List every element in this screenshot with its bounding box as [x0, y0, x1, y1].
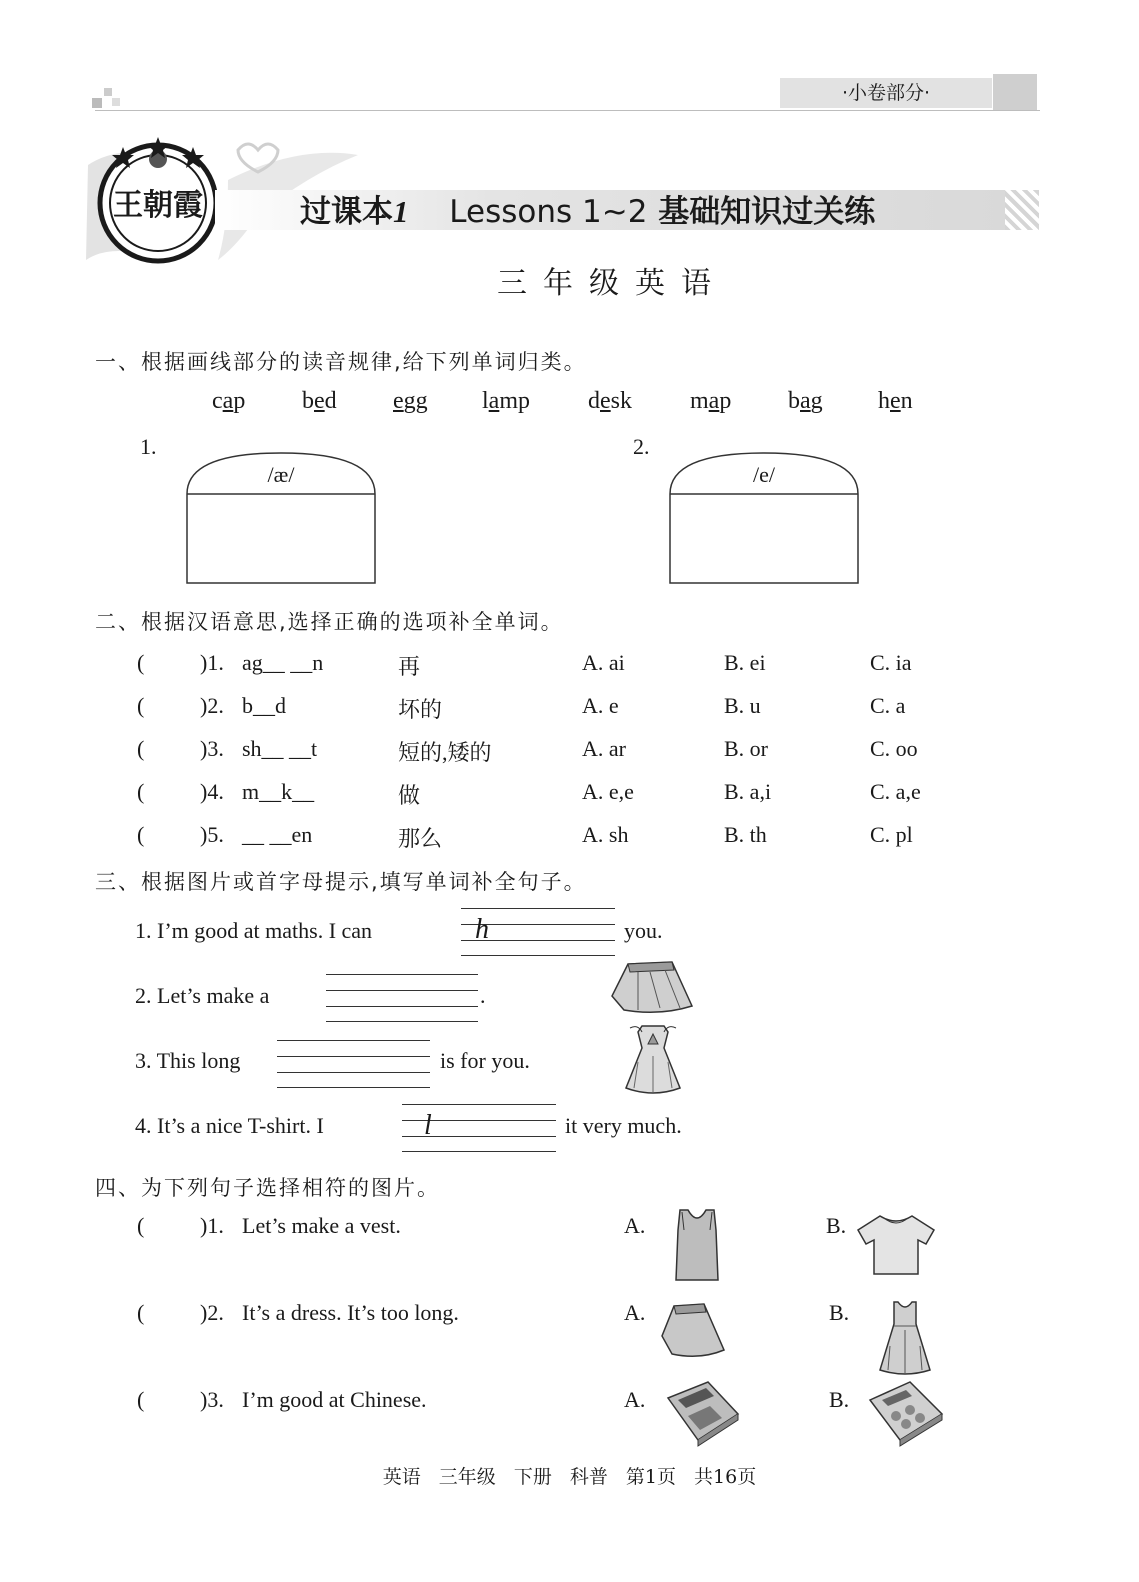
chinese-meaning: 那么: [398, 826, 443, 851]
option-a[interactable]: A. ar: [582, 736, 626, 761]
word-blank: sh__ __t: [242, 736, 318, 761]
word-item: map: [690, 388, 732, 414]
option-c[interactable]: C. oo: [870, 736, 918, 761]
title-lesson: Lessons 1~2: [449, 194, 648, 230]
option-b[interactable]: B. u: [724, 693, 761, 718]
option-a[interactable]: A.: [624, 1387, 646, 1412]
sentence-end: it very much.: [565, 1113, 682, 1138]
vest-picture: [672, 1206, 722, 1284]
word-item: egg: [393, 388, 428, 414]
page-subtitle: 三年级英语: [497, 266, 727, 301]
word-blank: b__d: [242, 693, 286, 718]
sentence-start: 4. It’s a nice T-shirt. I: [135, 1113, 324, 1138]
word-blank: ag__ __n: [242, 650, 324, 675]
option-b[interactable]: B. th: [724, 822, 767, 847]
writing-lines[interactable]: [461, 908, 615, 956]
chinese-meaning: 再: [398, 654, 421, 679]
option-b[interactable]: B. a,i: [724, 779, 772, 804]
title-prefix: 过课本: [300, 194, 393, 230]
corner-decoration: [92, 88, 122, 110]
page-footer: 英语 三年级 下册 科普 第1页 共16页: [382, 1466, 757, 1488]
sentence-start: 2. Let’s make a: [135, 983, 270, 1008]
hint-letter: l: [424, 1110, 432, 1141]
sound-box[interactable]: [669, 452, 859, 584]
picture-question: It’s a dress. It’s too long.: [242, 1300, 459, 1325]
part3-heading: 三、根据图片或首字母提示,填写单词补全句子。: [95, 870, 587, 894]
option-a[interactable]: A. e: [582, 693, 619, 718]
long-dress-picture: [876, 1298, 934, 1378]
logo-text: 王朝霞: [113, 188, 203, 223]
writing-lines[interactable]: [402, 1104, 556, 1152]
sentence-end: .: [480, 983, 486, 1008]
title-suffix: 基础知识过关练: [658, 194, 876, 230]
hint-letter: h: [475, 914, 489, 945]
word-item: bag: [788, 388, 823, 414]
tshirt-picture: [856, 1212, 936, 1278]
option-a[interactable]: A.: [624, 1300, 646, 1325]
word-item: cap: [212, 388, 246, 414]
sentence-end: is for you.: [440, 1048, 530, 1073]
group-number: 1.: [140, 434, 157, 459]
part1-heading: 一、根据画线部分的读音规律,给下列单词归类。: [95, 350, 587, 374]
english-book-picture: [866, 1378, 946, 1448]
option-a[interactable]: A. ai: [582, 650, 625, 675]
option-b[interactable]: B. ei: [724, 650, 766, 675]
group-number: 2.: [633, 434, 650, 459]
title-number: 1: [393, 194, 409, 229]
option-c[interactable]: C. ia: [870, 650, 912, 675]
option-a[interactable]: A.: [624, 1213, 646, 1238]
option-b[interactable]: B. or: [724, 736, 768, 761]
word-item: lamp: [482, 388, 530, 414]
option-a[interactable]: A. e,e: [582, 779, 634, 804]
writing-lines[interactable]: [326, 974, 478, 1022]
header-rule: [95, 110, 1040, 111]
part4-heading: 四、为下列句子选择相符的图片。: [95, 1176, 440, 1200]
option-c[interactable]: C. a,e: [870, 779, 921, 804]
sentence-start: 3. This long: [135, 1048, 241, 1073]
picture-question: Let’s make a vest.: [242, 1213, 401, 1238]
chinese-meaning: 短的,矮的: [398, 740, 492, 765]
option-c[interactable]: C. a: [870, 693, 906, 718]
chinese-book-picture: [664, 1378, 742, 1448]
sound-label: /e/: [753, 462, 775, 487]
part2-heading: 二、根据汉语意思,选择正确的选项补全单词。: [95, 610, 564, 634]
option-a[interactable]: A. sh: [582, 822, 629, 847]
skirt-picture: [610, 960, 696, 1016]
sound-label: /æ/: [267, 462, 295, 487]
dress-picture: [618, 1022, 688, 1098]
word-blank: m__k__: [242, 779, 315, 804]
option-b[interactable]: B.: [826, 1213, 847, 1238]
section-label: ·小卷部分·: [780, 78, 992, 108]
header-block: [993, 74, 1037, 110]
word-item: hen: [878, 388, 913, 414]
option-b[interactable]: B.: [829, 1300, 850, 1325]
sentence-start: 1. I’m good at maths. I can: [135, 918, 373, 943]
sound-box[interactable]: [186, 452, 376, 584]
chinese-meaning: 坏的: [398, 697, 443, 722]
writing-lines[interactable]: [277, 1040, 430, 1088]
word-item: desk: [588, 388, 632, 414]
page-title: [300, 190, 875, 234]
chinese-meaning: 做: [398, 783, 421, 808]
title-dots: [1005, 190, 1039, 230]
option-c[interactable]: C. pl: [870, 822, 913, 847]
skirt-picture: [660, 1302, 728, 1360]
option-b[interactable]: B.: [829, 1387, 850, 1412]
word-blank: __ __en: [242, 822, 313, 847]
word-item: bed: [302, 388, 337, 414]
sentence-end: you.: [624, 918, 663, 943]
picture-question: I’m good at Chinese.: [242, 1387, 427, 1412]
